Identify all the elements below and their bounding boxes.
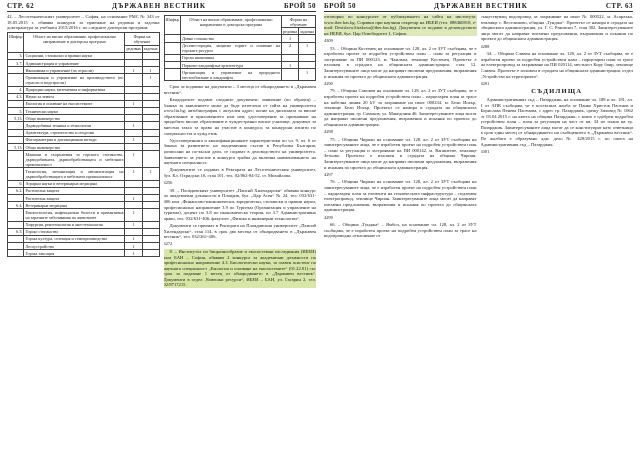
row-parttime [142, 86, 159, 93]
row-program: Довно стопанство [180, 35, 281, 42]
notice-39-continued: Документи се приемат в Ректората на Пловдивския университет „Паисий Хилендарски“, стая 114, в срок два месеца от обнародването в „Държавен вестник“, тел. 032/261-406. [163, 222, 316, 240]
notice-76: 76. – Община Чирпан на основание чл. 128, ал. 2 от ЗУТ съобщава на заинтересуваните лица, че е изработен проект на подробен устройствен план – парцеларен план за елементи на техническата инфраструктура – подземен електропровод, землище Чирпан. Заинтересуваните лица могат да направят писмени предложения, възражения и искания по проекта до общинската администрация. [324, 179, 477, 213]
row-regular: 1 [125, 250, 142, 257]
row-regular: 1 [125, 209, 142, 221]
row-regular [125, 74, 142, 86]
row-program: Социални, стопански и правни науки [24, 52, 125, 59]
row-program: Организация и управление на природното местообитание и ландшафта [181, 69, 280, 80]
notice-53: 53. – Община Костенец на основание чл. 128, ал. 2 от ЗУТ съобщава, че е изработен проект за подробен устройствен план – план за регулация и застрояване за ПИ 000123, м. Чамлъка, землище Костенец. Проектът е изложен в сградата на общинската администрация, стая 12. Заинтересуваните лица могат да направят писмени предложения, възражения и искания по проекта до общинската администрация. [324, 45, 477, 79]
row-program: Науки за земята [24, 93, 125, 100]
row-parttime [142, 187, 159, 194]
notice-id: 4298 [324, 129, 333, 135]
section-heading-courts: СЪДИЛИЩА [531, 88, 583, 96]
row-parttime [299, 35, 316, 42]
notice-id: 4301 [480, 148, 490, 154]
row-code: 6.2. [8, 187, 24, 194]
row-regular [125, 115, 142, 122]
row-parttime [142, 250, 159, 257]
table-row [8, 86, 160, 93]
row-program: Икономика и управление (по отрасли) [24, 67, 125, 74]
row-code [164, 42, 180, 54]
row-code [164, 61, 180, 68]
left-columns [7, 14, 316, 462]
table-row [8, 59, 160, 66]
issue-number: БРОЙ 50 [283, 2, 316, 10]
table-header-code: Шифър [8, 33, 24, 52]
row-code: 5.13. [8, 115, 24, 122]
table-row [8, 67, 160, 74]
row-code [8, 151, 24, 168]
row-program: Десеместорадия, защитно горите и опазване на горските ресурси [181, 43, 280, 54]
left-column-1 [7, 14, 160, 462]
row-parttime [142, 194, 159, 201]
row-program: Фотограметрия и дистанционни методи [24, 136, 125, 143]
row-code: 3. [8, 52, 24, 59]
notice-id: 4291 [480, 80, 490, 86]
row-regular [125, 52, 142, 59]
right-columns [324, 14, 633, 462]
running-header-right [324, 2, 633, 12]
row-parttime [142, 235, 159, 242]
row-code [8, 129, 24, 136]
notice-34: 34. – Община Сливен на основание чл. 128, ал. 2 от ЗУТ съобщава, че е изработен проект за подробен устройствен план – парцеларен план за трасе на електропровод за захранване на ПИ 020114, местност Кору баир, землище Сливен. Проектът е изложен в сградата на общинската администрация, отдел „Устройство на територията“. [480, 51, 633, 79]
table-row [164, 69, 316, 81]
table-body [164, 35, 316, 81]
notice-id: 4299 [324, 214, 333, 220]
row-regular: 1 [125, 136, 142, 143]
row-program: Епизоотология, инфекциозни болести и превантивна на заразните заболявания по животните [25, 209, 124, 220]
notice-id: 4288 [480, 43, 490, 49]
row-code [8, 136, 24, 143]
row-parttime [142, 59, 159, 66]
table-header-form: Форма на обучение [125, 33, 159, 45]
table-row [8, 74, 160, 86]
table-row [8, 180, 160, 187]
publication-title: ДЪРЖАВЕН ВЕСТНИК [112, 2, 206, 10]
row-parttime [142, 228, 159, 235]
row-parttime [142, 221, 159, 228]
row-parttime: 1 [299, 69, 316, 81]
doctorate-table [7, 32, 160, 257]
table-header-form: Форма на обучение [281, 16, 315, 28]
notice-42 [7, 14, 160, 31]
row-program: Архитектура, строителство и геодезия [24, 129, 125, 136]
row-parttime [142, 122, 159, 129]
table-row [8, 52, 160, 59]
table-row [164, 42, 316, 54]
table-row [8, 129, 160, 136]
row-regular: 1 [125, 194, 142, 201]
row-parttime [142, 151, 159, 168]
row-code [164, 35, 180, 42]
row-code [8, 209, 24, 221]
table-row [8, 221, 160, 228]
table-row [8, 115, 160, 122]
row-regular: 1 [125, 221, 142, 228]
row-code: 6.4. [8, 202, 24, 209]
row-regular: 1 [125, 243, 142, 250]
table-row [8, 209, 160, 221]
paragraph: Документите се подават в Ректората на Лесотехническия университет, бул. Кл. Охридски 10, стая 101, тел. 02/862-84-52, ст. Михайлова. [163, 167, 316, 178]
right-page [320, 0, 640, 462]
row-code [8, 100, 24, 107]
row-code: 6.5. [8, 228, 24, 235]
notice-id: 4272 [163, 241, 173, 247]
row-program: Аграрни науки и ветеринарна медицина [24, 180, 125, 187]
row-regular: 1 [125, 122, 142, 129]
row-regular [125, 202, 142, 209]
row-regular [125, 129, 142, 136]
row-code [164, 54, 180, 61]
table-row [8, 100, 160, 107]
row-regular: 1 [125, 100, 142, 107]
table-header-regular: редовна [126, 46, 141, 52]
notice-8-highlighted: 8. – Институтът по биоразнообразие и екосистемни изследвания (ИБЕИ) към БАН – София, обявява 2 конкурса за академични длъжности по професионално направление 4.3. Биологически науки, за главен асистент по научната специалност „Екология и опазване на екосистемите“ (01.22.01) със срок за подаване 1 месец от обнародването в „Държавен вестник“. Документи в отдел „Човешки ресурси“, ИБЕИ – БАН, ул. Гагарин 2, тел. 02/8717215. [163, 248, 316, 288]
row-program: Ветеринарна медицина [24, 202, 125, 209]
row-code [8, 235, 24, 242]
row-regular: 1 [125, 235, 142, 242]
row-program: Лесоустройство [24, 243, 125, 250]
row-code [8, 221, 24, 228]
row-code: 6. [8, 180, 24, 187]
row-program: Технология, механизация и автоматизация на дървообработващата и мебелната промишленост [25, 168, 124, 179]
row-program: Горско стопанство [24, 228, 125, 235]
row-regular: 1 [125, 151, 142, 168]
row-code [8, 168, 24, 180]
notice-8-continued-highlighted: отговорно по конкурсите от публикуването на сайта на института: www.iber.bas.bg. Справки при научния секретар на ИБЕИ (тел. 088460818, e-mail: Desislava.Sirakova@iber.bas.bg). Документи се подават в деловодството на ИБЕИ, бул. Цар Освободител 1, София. [324, 14, 477, 36]
row-regular: 1 [281, 35, 298, 42]
row-code: 5. [8, 108, 24, 115]
table-row [8, 151, 160, 168]
table-row [8, 243, 160, 250]
row-parttime [142, 136, 159, 143]
table-row [164, 35, 316, 42]
row-parttime [142, 129, 159, 136]
table-row [8, 194, 160, 201]
doctorate-table-continued [164, 15, 317, 81]
row-code: 4. [8, 86, 24, 93]
row-regular: 1 [125, 168, 142, 180]
row-program: Растителна защита [24, 187, 125, 194]
row-program: Технически науки [24, 108, 125, 115]
page-number: СТР. 63 [605, 2, 633, 10]
notice-id: 4256 [163, 180, 173, 186]
row-code [8, 194, 24, 201]
notice-39: 39. – Пловдивският университет „Паисий Хилендарски“ обявява конкурс по академични длъжности в Пловдив, бул. „Цар Асен“ № 24, тел. 032/631-406 към „Финансово-икономически, юридически, стопански и правни науки, професионално направление 3.9 по Туризъм (Организация и управление на туризма), доцент по 3.8 по икономическа теория, по 3.7 Административно право, тел. 032/631-406, факултет „Физика и инженерни технологии“. [163, 187, 316, 221]
paragraph: Удостоверенията и квалификационните характеристики по чл. 9, ал. 6 от Закона за развитието на академичния състав в Република България, разписани на по-късни дати, се подават в деловодството на университета. Заявлението за участие в конкурса трябва да включва наименованието на научната специалност. [163, 137, 316, 166]
row-parttime: 1 [299, 42, 316, 54]
row-regular: 1 [281, 61, 298, 68]
notice-text: 42. – Лесотехническият университет – София, на основание РМС № 343 от 18.05.2015 г. обявява конкурси за приемане на редовна и задочна докторантура за учебната 2015/2016 г. по следните докторски програми: [7, 14, 160, 31]
row-program: Машини и съоръжения за горското стопанство, дърводобивната, дървообработващата и мебелната промишленост [25, 151, 124, 167]
table-row [8, 168, 160, 180]
row-program: Общо инженерство [24, 115, 125, 122]
table-row [8, 136, 160, 143]
notice-75: 75. – Община Чирпан на основание чл. 128, ал. 2 от ЗУТ съобщава на заинтересуваните лица, че е изработен проект на подробен устройствен план – план за регулация и застрояване на ПИ 000142, м. Вапинтепе, землище Зетьово. Проектът е изложен в сградата на община Чирпан. Заинтересуваните лица могат да направят писмени предложения, възражения и искания по проекта до общинската администрация. [324, 136, 477, 170]
table-row [8, 122, 160, 129]
row-regular: 2 [281, 42, 298, 54]
running-header-left [7, 2, 316, 12]
row-parttime [142, 209, 159, 221]
table-row [8, 202, 160, 209]
table-row [8, 250, 160, 257]
row-code: 4.3. [8, 93, 24, 100]
row-program: Дърводобивна техника и технологии [24, 122, 125, 129]
row-program: Природни науки, математика и информатика [24, 86, 125, 93]
row-parttime [142, 180, 159, 187]
notice-id: 4297 [324, 171, 333, 177]
notice-66-continued: съществуващ водопровод за захранване на имот № 000522, м. Асарлъка, землище с. Веселиново, община „Тунджа“. Проектът се намира в сградата на общинската администрация, ул. Г. С. Раковски 7, стая 302. Заинтересуваните лица могат да направят писмени предложения, възражения и искания по проекта до общинската администрация. [480, 14, 633, 42]
table-header-parttime: задочна [143, 46, 158, 52]
right-column-2 [481, 14, 634, 462]
row-regular [281, 69, 298, 81]
row-regular [281, 54, 298, 61]
row-parttime [142, 52, 159, 59]
row-program: Горска таксация [24, 250, 125, 257]
right-column-1 [324, 14, 477, 462]
row-code [8, 67, 24, 74]
table-row [164, 61, 316, 68]
row-program: Горска икономика [180, 54, 281, 61]
table-row [8, 187, 160, 194]
table-header-parttime: задочна [300, 28, 314, 34]
row-program: Общо инженерство [24, 144, 125, 151]
table-row [8, 108, 160, 115]
row-regular [125, 93, 142, 100]
row-parttime [142, 144, 159, 151]
row-parttime: 1 [142, 74, 159, 86]
row-parttime [142, 243, 159, 250]
row-parttime [299, 61, 316, 68]
row-regular [125, 59, 142, 66]
row-program: Организация и управление на производството (по отрасли и подотрасли) [25, 74, 124, 85]
row-regular [125, 144, 142, 151]
table-row [164, 54, 316, 61]
paragraph: Кандидатите подават следните документи: заявление (по образец) – бланка за заявлението може да бъде изтеглена от сайта на университета www.ltu.bg; автобиография с актуален адрес; копие на дипломата за висше образование и приложението към нея; удостоверение за признаване на придобито висше образование в чуждестранно висше училище; документ за внесена такса за право на участие в конкурса; за конкурсни изпити по специалността и чужд език. [163, 97, 316, 136]
row-parttime [142, 93, 159, 100]
row-parttime [142, 202, 159, 209]
notice-66: 66. – Община „Тунджа“ – Ямбол, на основание чл. 128, ал. 2 от ЗУТ съобщава, че е изработен проект на подробен устройствен план за трасе на водопроводно отклонение от [324, 222, 477, 239]
row-program: Парково-ландшафтна архитектура [180, 61, 281, 68]
left-column-2 [164, 14, 317, 462]
row-regular [125, 187, 142, 194]
row-regular [125, 86, 142, 93]
row-regular: 1 [125, 67, 142, 74]
row-regular [125, 180, 142, 187]
publication-title: ДЪРЖАВЕН ВЕСТНИК [434, 2, 528, 10]
row-parttime [142, 100, 159, 107]
table-header-program: Област на висше образование, професионално направление и докторска програма [24, 33, 125, 52]
table-row [8, 235, 160, 242]
row-regular [125, 228, 142, 235]
row-parttime [299, 54, 316, 61]
row-code [8, 122, 24, 129]
row-parttime [142, 115, 159, 122]
notice-id: 4290 [324, 80, 333, 86]
row-code: 3.7. [8, 59, 24, 66]
row-code [8, 243, 24, 250]
row-program: Горска култура, селекция и семепроизводство [24, 235, 125, 242]
row-parttime: 1 [142, 168, 159, 180]
page-number: СТР. 62 [7, 2, 35, 10]
table-row [8, 228, 160, 235]
notice-79: 79. – Община Самоков на основание чл. 128, ал. 2 от ЗУТ съобщава, че е изработен проект на подробен устройствен план – парцеларен план за трасе на кабелна линия 20 kV за захранване на имот 000234, м. Бели Искър, землище Бели Искър. Проектът се намира в сградата на общинската администрация, гр. Самоков, ул. Македония 46. Заинтересуваните лица могат да направят писмени предложения, възражения и искания по проекта до общинската администрация. [324, 88, 477, 127]
table-row [8, 144, 160, 151]
paragraph: Срок за подаване на документи – 3 месеца от обнародването в „Държавен вестник“. [163, 84, 316, 95]
row-code: 5.13. [8, 144, 24, 151]
row-program: Екология и опазване на екосистемите [24, 100, 125, 107]
table-row [8, 93, 160, 100]
row-program: Растителна защита [24, 194, 125, 201]
table-header-code: Шифър [164, 16, 180, 35]
court-notice: Административният съд – Пазарджик, на основание чл. 188 и чл. 181, ал. 1 от АПК съобщава, че е постъпила жалба от Панко Христов Пасенов и Борислава Пенева Пасенова, с адрес гр. Пазарджик, срещу Заповед № 1062 от 03.04.2015 г. на кмета на община Пазарджик, с която е одобрен подробен устройствен план – план за регулация на част от кв. 34 по плана на гр. Пазарджик. Заинтересуваните лица могат да се конституират като ответници в срок един месец от обнародването на съобщението в „Държавен вестник“. По жалбата е образувано адм. дело № 428/2015 г. по описа на Административния съд – Пазарджик. [480, 96, 633, 147]
issue-number: БРОЙ 50 [324, 2, 357, 10]
row-code [8, 74, 24, 86]
row-code [8, 250, 24, 257]
table-header-program: Област на висше образование, професионално направление и докторска програма [180, 16, 281, 35]
row-program: Хирургия, рентгенология и анестезиология [24, 221, 125, 228]
row-parttime: 1 [142, 67, 159, 74]
table-header-regular: редовна [282, 28, 298, 34]
row-parttime [142, 108, 159, 115]
row-regular [125, 108, 142, 115]
row-code [164, 69, 180, 81]
row-program: Администрация и управление [24, 59, 125, 66]
notice-id: 4309 [324, 37, 333, 43]
table-body [8, 52, 160, 257]
